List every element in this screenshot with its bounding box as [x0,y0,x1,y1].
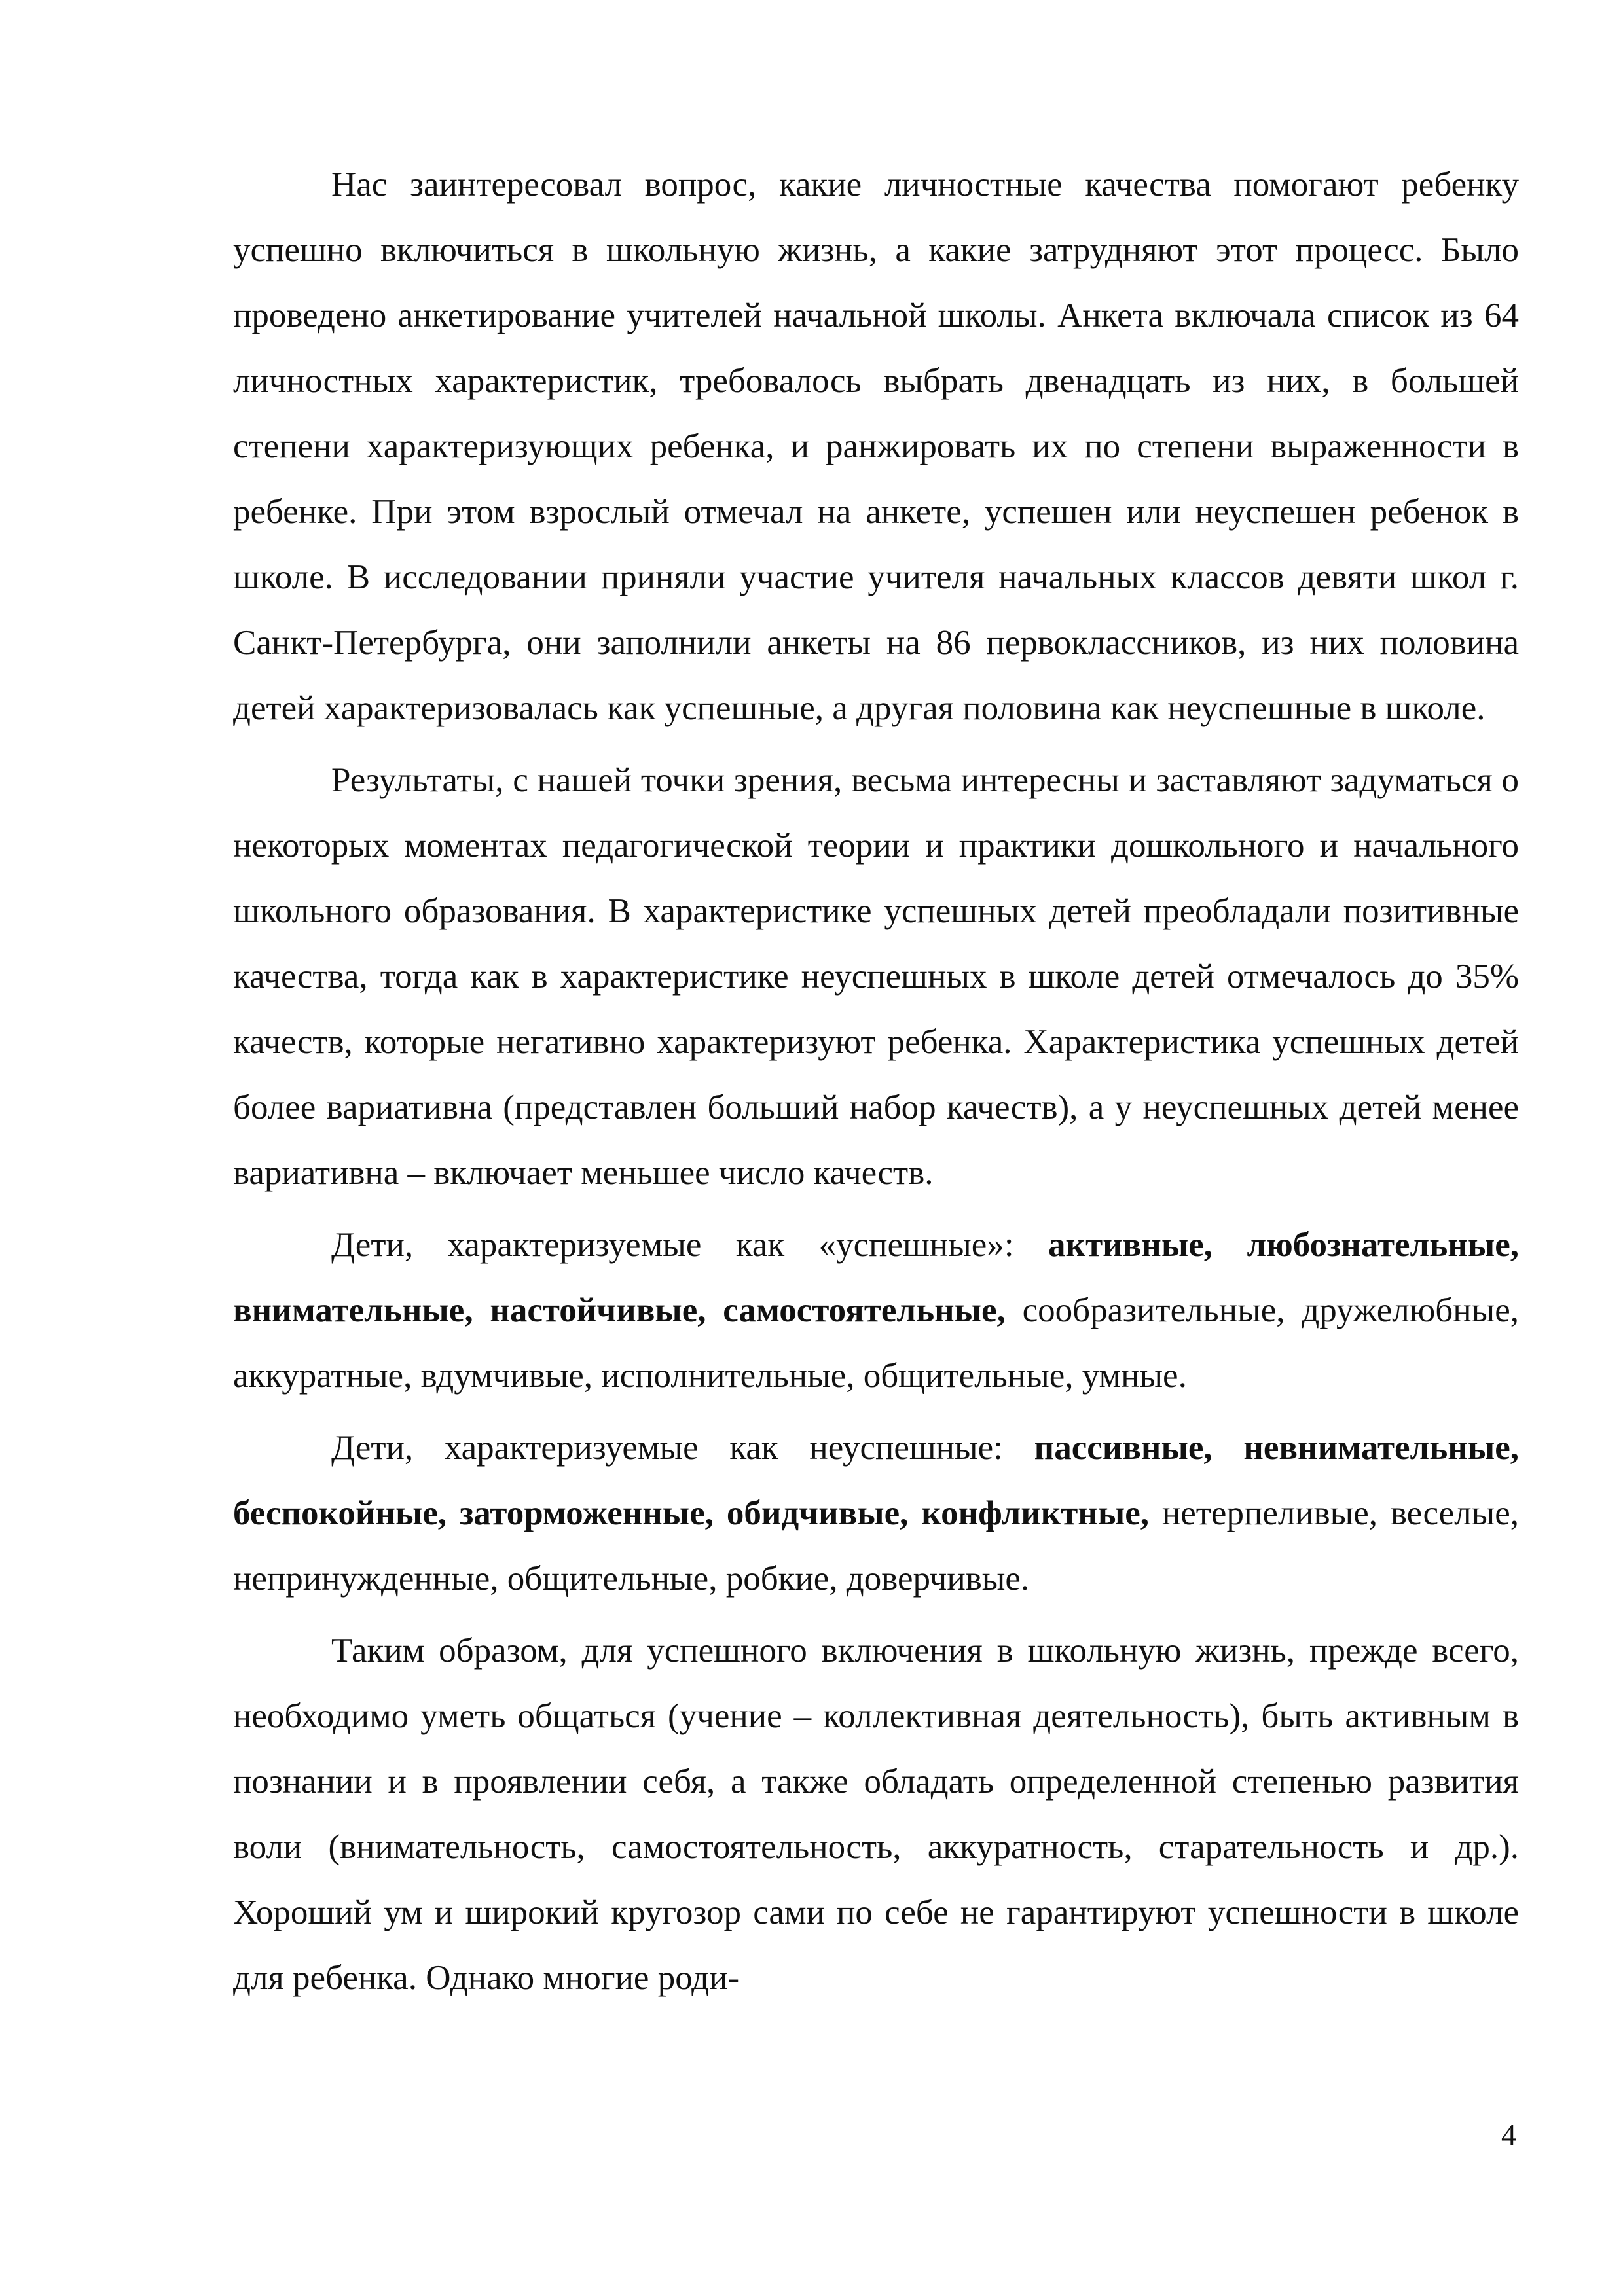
paragraph-results [233,747,1519,1206]
paragraph-successful-children [233,1212,1519,1408]
page-number: 4 [1501,2118,1516,2151]
paragraph-text: сообразительные, дружелюбные, аккуратные, вдумчивые, исполнительные, общительные, умные. [233,1291,1519,1395]
bold-qualities: активные, любознательные, внимательные, настойчивые, самостоятельные, [233,1226,1519,1329]
paragraph-text: Дети, характеризуемые как «успешные»: [331,1226,1049,1264]
paragraph-survey-description [233,152,1519,741]
paragraph-text: Результаты, с нашей точки зрения, весьма интересны и заставляют задуматься о некоторых моментах педагогической теории и практики дошкольного и начального школьного образования. В характеристике успешных детей преобладали позитивные качества, тогда как в характеристике неуспешных в школе детей отмечалось до 35% качеств, которые негативно характеризуют ребенка. Характеристика успешных детей более вариативна (представлен больший набор качеств), а у неуспешных детей менее вариативна – включает меньшее число качеств. [233,761,1519,1192]
body-text [233,152,1519,2011]
paragraph-text: Таким образом, для успешного включения в школьную жизнь, прежде всего, необходимо уметь общаться (учение – коллективная деятельность), быть активным в познании и в проявлении себя, а также обладать определенной степенью развития воли (внимательность, самостоятельность, аккуратность, старательность и др.). Хороший ум и широкий кругозор сами по себе не гарантируют успешности в школе для ребенка. Однако многие роди- [233,1632,1519,1997]
paragraph-text: Дети, характеризуемые как неуспешные: [331,1429,1034,1467]
paragraph-text: нетерпеливые, веселые, непринужденные, общительные, робкие, доверчивые. [233,1494,1520,1598]
paragraph-text: Нас заинтересовал вопрос, какие личностные качества помогают ребенку успешно включиться в школьную жизнь, а какие затрудняют этот процесс. Было проведено анкетирование учителей начальной школы. Анкета включала список из 64 личностных характеристик, требовалось выбрать двенадцать из них, в большей степени характеризующих ребенка, и ранжировать их по степени выраженности в ребенке. При этом взрослый отмечал на анкете, успешен или неуспешен ребенок в школе. В исследовании приняли участие учителя начальных классов девяти школ г. Санкт-Петербурга, они заполнили анкеты на 86 первоклассников, из них половина детей характеризовалась как успешные, а другая половина как неуспешные в школе. [233,166,1519,727]
bold-qualities: пассивные, невнимательные, беспокойные, заторможенные, обидчивые, конфликтные, [233,1429,1519,1532]
paragraph-conclusion [233,1618,1519,2011]
paragraph-unsuccessful-children [233,1415,1519,1611]
